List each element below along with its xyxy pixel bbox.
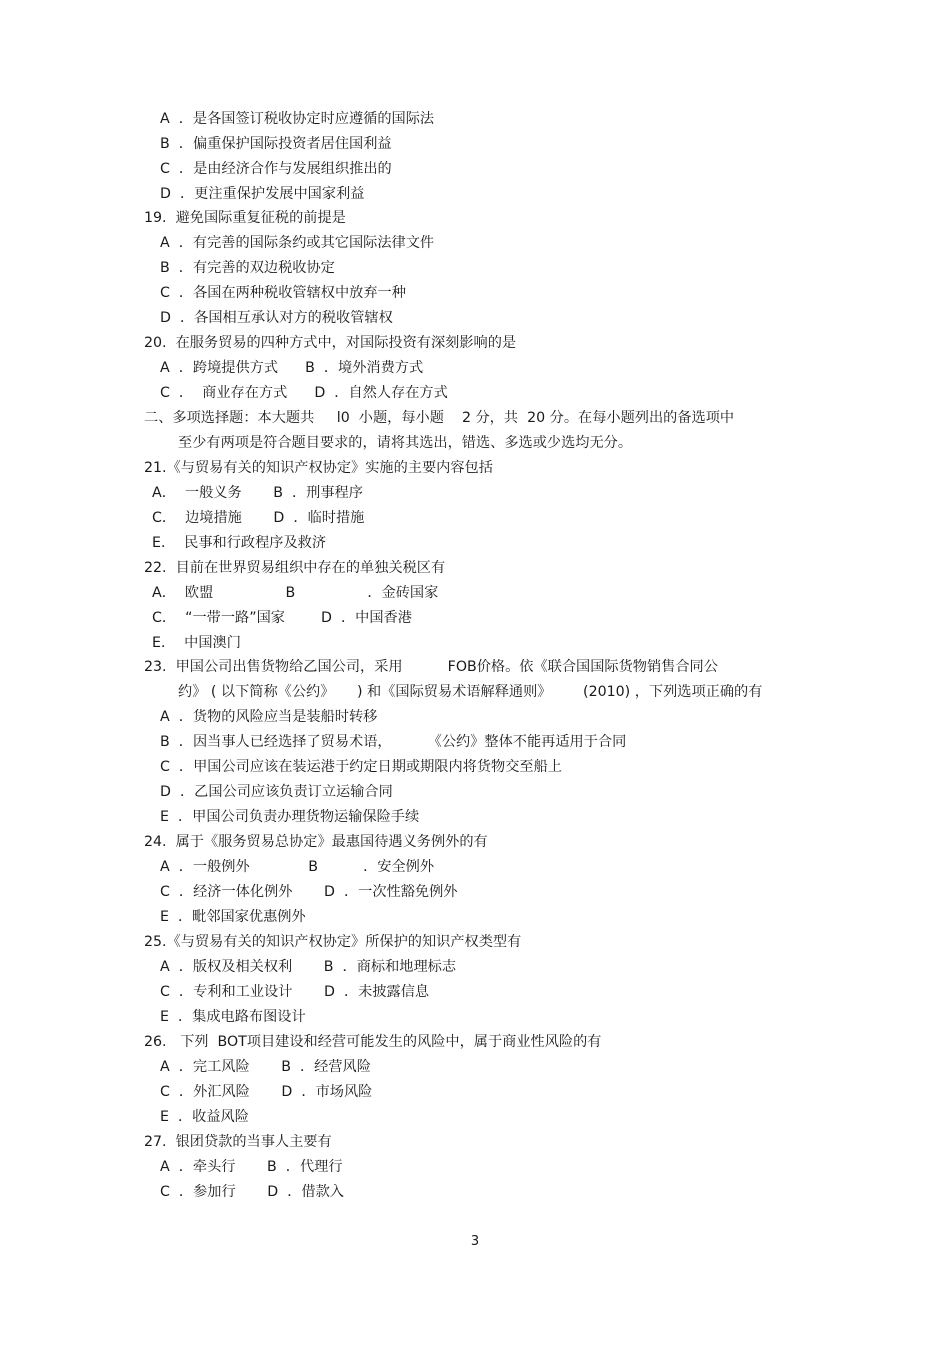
text-line: 24. 属于《服务贸易总协定》最惠国待遇义务例外的有: [144, 834, 488, 850]
text-line: 27. 银团贷款的当事人主要有: [144, 1134, 332, 1150]
text-line: B ．偏重保护国际投资者居住国利益: [160, 136, 392, 152]
text-line: 二、多项选择题：本大题共 l0 小题，每小题 2 分，共 20 分。在每小题列出的备选项中: [144, 410, 735, 426]
text-line: C ．外汇风险 D ．市场风险: [160, 1084, 373, 1100]
text-line: 20. 在服务贸易的四种方式中，对国际投资有深刻影响的是: [144, 335, 517, 351]
text-line: A ．货物的风险应当是装船时转移: [160, 709, 378, 725]
text-line: C ．经济一体化例外 D ．一次性豁免例外: [160, 884, 458, 900]
text-line: 26. 下列 BOT项目建设和经营可能发生的风险中，属于商业性风险的有: [144, 1034, 602, 1050]
text-line: A ．有完善的国际条约或其它国际法律文件: [160, 235, 435, 251]
text-line: B ．有完善的双边税收协定: [160, 260, 335, 276]
page-number: 3: [470, 1234, 480, 1249]
text-line: 21.《与贸易有关的知识产权协定》实施的主要内容包括: [144, 460, 493, 476]
text-line: C ．各国在两种税收管辖权中放弃一种: [160, 285, 406, 301]
text-line: 至少有两项是符合题目要求的，请将其选出，错选、多选或少选均无分。: [178, 435, 633, 451]
text-line: A ．版权及相关权利 B ．商标和地理标志: [160, 959, 457, 975]
text-line: A ．牵头行 B ．代理行: [160, 1159, 343, 1175]
text-line: C． “一带一路”国家 D ．中国香港: [152, 610, 412, 626]
text-line: E ．毗邻国家优惠例外: [160, 909, 306, 925]
text-line: D ．更注重保护发展中国家利益: [160, 186, 365, 202]
text-line: C ．甲国公司应该在装运港于约定日期或期限内将货物交至船上: [160, 759, 562, 775]
text-line: C ． 商业存在方式 D ．自然人存在方式: [160, 385, 448, 401]
text-line: A ．是各国签订税收协定时应遵循的国际法: [160, 111, 435, 127]
text-line: A ．跨境提供方式 B ．境外消费方式: [160, 360, 424, 376]
text-line: C ．是由经济合作与发展组织推出的: [160, 161, 392, 177]
text-line: E． 民事和行政程序及救济: [152, 535, 327, 551]
text-line: 约》 ( 以下简称《公约》 ) 和《国际贸易术语解释通则》 (2010) ，下列选项正确的有: [178, 684, 763, 700]
text-line: C ．参加行 D ．借款入: [160, 1184, 344, 1200]
text-line: 19. 避免国际重复征税的前提是: [144, 210, 346, 226]
text-line: A． 一般义务 B ．刑事程序: [152, 485, 363, 501]
text-line: A ．一般例外 B ．安全例外: [160, 859, 435, 875]
text-line: E ．甲国公司负责办理货物运输保险手续: [160, 809, 420, 825]
text-line: A． 欧盟 B ．金砖国家: [152, 585, 439, 601]
text-line: A ．完工风险 B ．经营风险: [160, 1059, 371, 1075]
text-line: B ．因当事人已经选择了贸易术语， 《公约》整体不能再适用于合同: [160, 734, 627, 750]
text-line: D ．乙国公司应该负责订立运输合同: [160, 784, 393, 800]
text-line: E． 中国澳门: [152, 635, 241, 651]
text-line: C． 边境措施 D ．临时措施: [152, 510, 365, 526]
text-line: C ．专利和工业设计 D ．未披露信息: [160, 984, 430, 1000]
text-line: 23. 甲国公司出售货物给乙国公司，采用 FOB价格。依《联合国国际货物销售合同公: [144, 659, 718, 675]
text-line: E ．收益风险: [160, 1109, 249, 1125]
text-line: E ．集成电路布图设计: [160, 1009, 306, 1025]
text-line: 25.《与贸易有关的知识产权协定》所保护的知识产权类型有: [144, 934, 522, 950]
text-line: 22. 目前在世界贸易组织中存在的单独关税区有: [144, 560, 446, 576]
text-line: D ．各国相互承认对方的税收管辖权: [160, 310, 393, 326]
